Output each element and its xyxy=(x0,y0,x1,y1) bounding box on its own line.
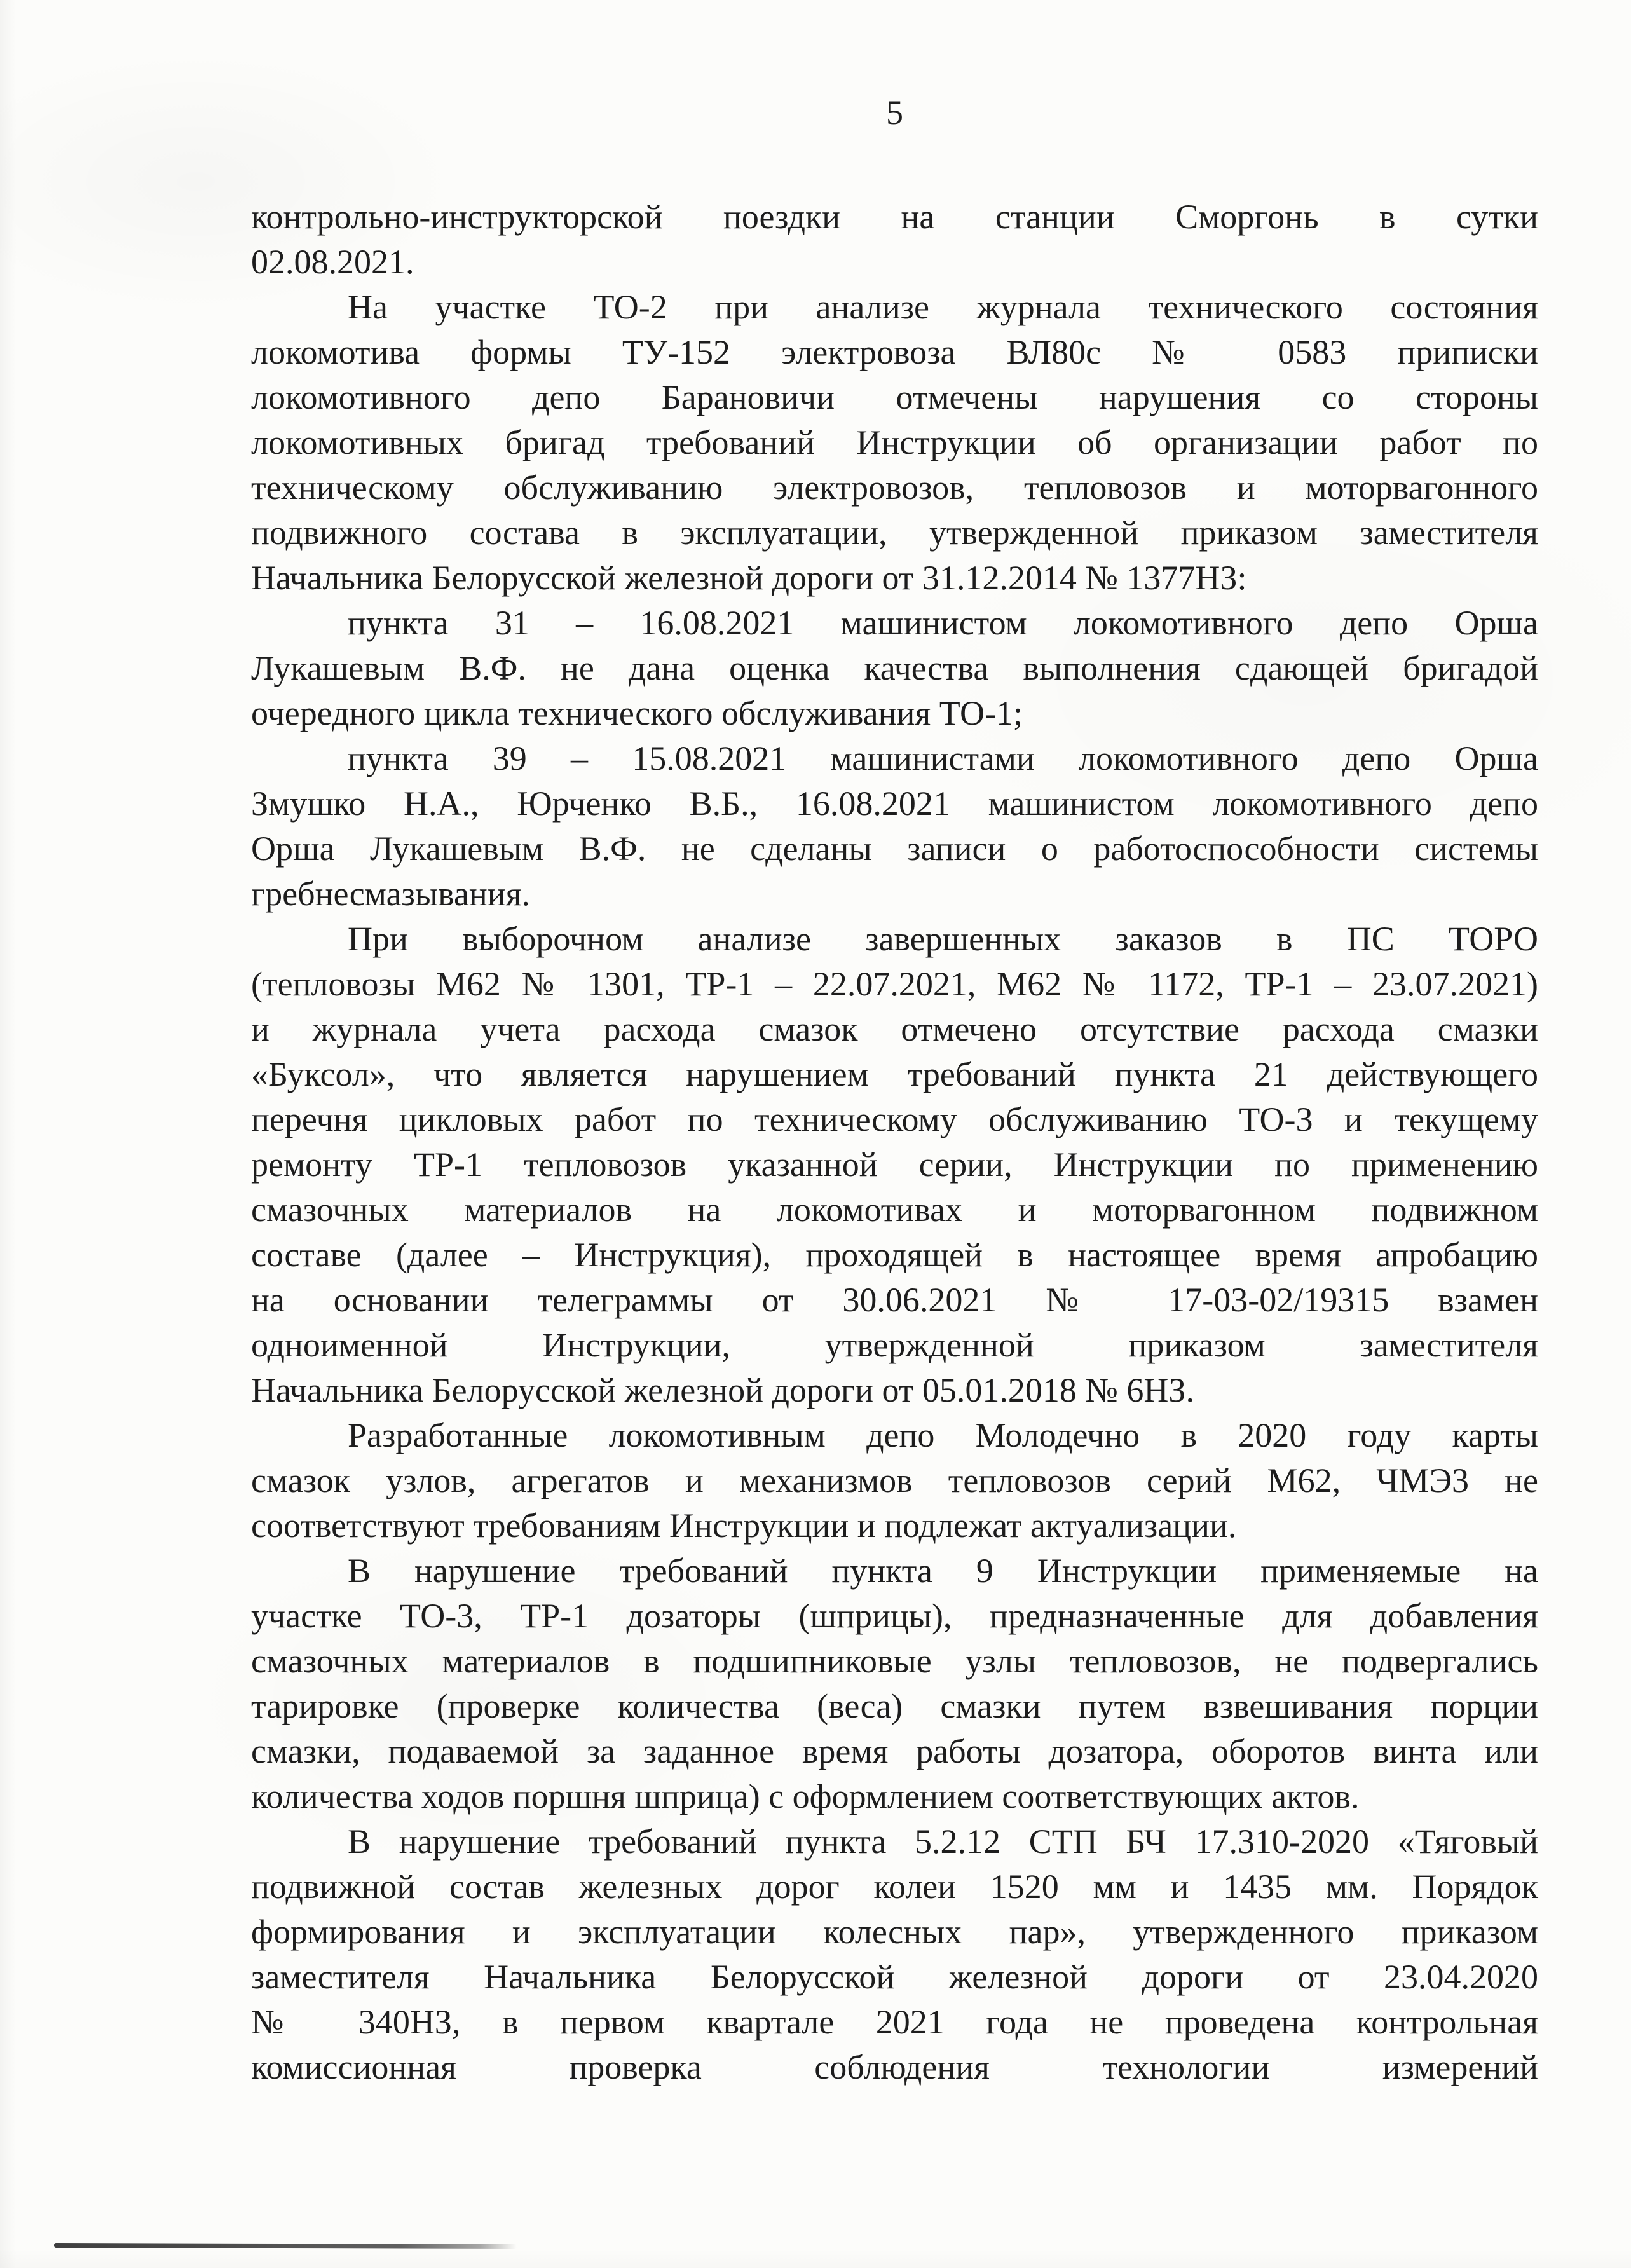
text-line: смазок узлов, агрегатов и механизмов тепловозов серий М62, ЧМЭ3 не xyxy=(251,1461,1538,1499)
text-line: локомотивных бригад требований Инструкции об организации работ по xyxy=(251,423,1538,461)
text-line: В нарушение требований пункта 5.2.12 СТП БЧ 17.310-2020 «Тяговый xyxy=(348,1822,1538,1861)
text-line: Лукашевым В.Ф. не дана оценка качества выполнения сдающей бригадой xyxy=(251,649,1538,687)
text-line: ремонту ТР-1 тепловозов указанной серии, Инструкции по применению xyxy=(251,1145,1538,1184)
text-line: участке ТО-3, ТР-1 дозаторы (шприцы), предназначенные для добавления xyxy=(251,1597,1538,1635)
text-line: локомотива формы ТУ-152 электровоза ВЛ80с № 0583 приписки xyxy=(251,333,1538,371)
scan-artifact-line xyxy=(54,2243,517,2249)
text-line: (тепловозы М62 № 1301, ТР-1 – 22.07.2021, М62 № 1172, ТР-1 – 23.07.2021) xyxy=(251,965,1538,1003)
text-line: соответствуют требованиям Инструкции и подлежат актуализации. xyxy=(251,1506,1237,1545)
text-line: Начальника Белорусской железной дороги от 31.12.2014 № 1377НЗ: xyxy=(251,559,1247,597)
text-line: гребнесмазывания. xyxy=(251,875,531,913)
text-line: Змушко Н.А., Юрченко В.Б., 16.08.2021 машинистом локомотивного депо xyxy=(251,784,1538,823)
text-line: контрольно-инструкторской поездки на станции Сморгонь в сутки xyxy=(251,198,1538,236)
text-line: формирования и эксплуатации колесных пар», утвержденного приказом xyxy=(251,1913,1538,1951)
text-line: № 340НЗ, в первом квартале 2021 года не проведена контрольная xyxy=(251,2003,1538,2041)
text-line: комиссионная проверка соблюдения технологии измерений xyxy=(251,2048,1538,2086)
text-line: «Буксол», что является нарушением требований пункта 21 действующего xyxy=(251,1055,1538,1093)
text-line: подвижного состава в эксплуатации, утвержденной приказом заместителя xyxy=(251,514,1538,552)
text-line: заместителя Начальника Белорусской железной дороги от 23.04.2020 xyxy=(251,1958,1538,1996)
text-line: пункта 39 – 15.08.2021 машинистами локомотивного депо Орша xyxy=(348,739,1538,777)
text-line: количества ходов поршня шприца) с оформлением соответствующих актов. xyxy=(251,1777,1360,1815)
text-line: составе (далее – Инструкция), проходящей в настоящее время апробацию xyxy=(251,1236,1538,1274)
text-line: смазки, подаваемой за заданное время работы дозатора, оборотов винта или xyxy=(251,1732,1538,1770)
text-line: и журнала учета расхода смазок отмечено отсутствие расхода смазки xyxy=(251,1010,1538,1048)
text-line: локомотивного депо Барановичи отмечены нарушения со стороны xyxy=(251,378,1538,416)
text-line: На участке ТО-2 при анализе журнала технического состояния xyxy=(348,288,1538,326)
text-line: смазочных материалов на локомотивах и моторвагонном подвижном xyxy=(251,1191,1538,1229)
text-line: пункта 31 – 16.08.2021 машинистом локомотивного депо Орша xyxy=(348,604,1538,642)
text-line: перечня цикловых работ по техническому обслуживанию ТО-3 и текущему xyxy=(251,1100,1538,1138)
text-line: В нарушение требований пункта 9 Инструкции применяемые на xyxy=(348,1552,1538,1590)
document-text-body xyxy=(251,195,1538,2090)
text-line: очередного цикла технического обслуживания ТО-1; xyxy=(251,694,1023,732)
text-line: техническому обслуживанию электровозов, тепловозов и моторвагонного xyxy=(251,468,1538,507)
text-line: 02.08.2021. xyxy=(251,243,414,281)
text-line: При выборочном анализе завершенных заказов в ПС ТОРО xyxy=(348,920,1538,958)
page-number: 5 xyxy=(886,93,903,132)
text-line: подвижной состав железных дорог колеи 1520 мм и 1435 мм. Порядок xyxy=(251,1868,1538,1906)
text-line: смазочных материалов в подшипниковые узлы тепловозов, не подвергались xyxy=(251,1642,1538,1680)
text-line: Начальника Белорусской железной дороги от 05.01.2018 № 6НЗ. xyxy=(251,1371,1194,1409)
text-line: Разработанные локомотивным депо Молодечно в 2020 году карты xyxy=(348,1416,1538,1454)
text-line: одноименной Инструкции, утвержденной приказом заместителя xyxy=(251,1326,1538,1364)
text-line: Орша Лукашевым В.Ф. не сделаны записи о работоспособности системы xyxy=(251,830,1538,868)
text-line: на основании телеграммы от 30.06.2021 № 17-03-02/19315 взамен xyxy=(251,1281,1538,1319)
text-line: тарировке (проверке количества (веса) смазки путем взвешивания порции xyxy=(251,1687,1538,1725)
